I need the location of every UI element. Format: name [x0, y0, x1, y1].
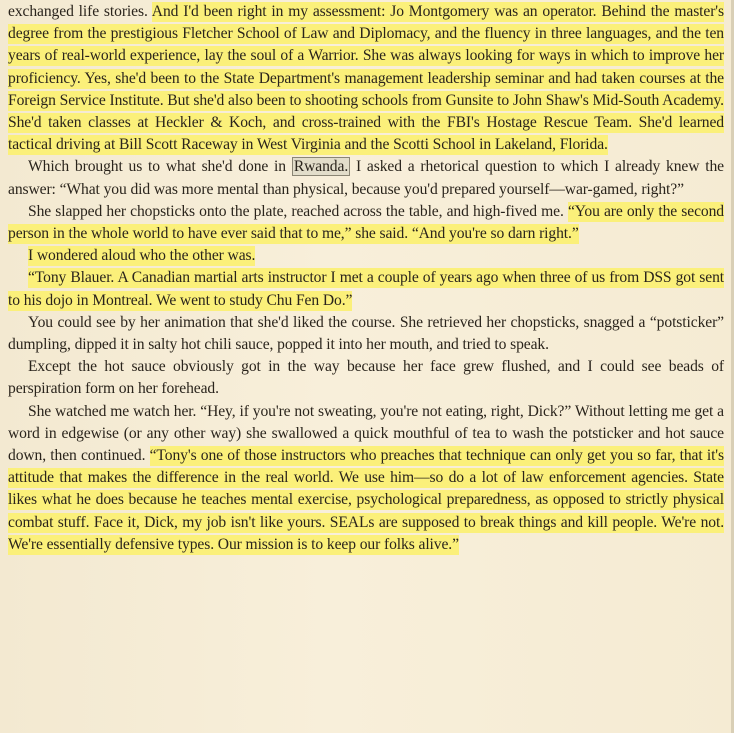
text-segment: exchanged life stories.: [8, 3, 152, 20]
text-segment: Except the hot sauce obviously got in the way because her face grew flushed, and I could see beads of perspiration form on her forehead.: [8, 358, 724, 398]
paragraph-3: [8, 201, 724, 245]
highlighted-text[interactable]: “You are only the second person in the whole world to have ever said that to me,” she said. “And you're so darn right.”: [8, 202, 724, 243]
paragraph-1: [8, 1, 724, 156]
paragraph-7: [8, 356, 724, 400]
text-segment: You could see by her animation that she'd liked the course. She retrieved her chopsticks, snagged a “potsticker” dumpling, dipped it in salty hot chili sauce, popped it into her mouth, and tried to speak.: [8, 313, 724, 354]
paragraph-2: [8, 156, 724, 200]
paragraph-5: [8, 267, 724, 311]
text-segment: She slapped her chopsticks onto the plate, reached across the table, and high-fived me.: [28, 202, 568, 220]
paragraph-6: [8, 312, 724, 356]
highlighted-text[interactable]: I wondered aloud who the other was.: [28, 247, 256, 265]
text-segment: I asked a rhetorical question to which I already knew the answer: “What you did was more mental than physical, because you'd prepared yourself—war-gamed, right?”: [8, 158, 724, 198]
text-segment: She watched me watch her. “Hey, if you're not sweating, you're not eating, right, Dick?” Without letting me get a word in edgewise (or any other way) she swallowed a quick mouthful of tea to wash the potsticker and hot sauce down, then continued.: [8, 402, 724, 465]
highlighted-text[interactable]: “Tony's one of those instructors who preaches that technique can only get you so far, that it's attitude that makes the difference in the real world. We use him—so do a lot of law enforcement agencies. State likes what he does because he teaches mental exercise, psychological preparedness, as opposed to strictly physical combat stuff. Face it, Dick, my job isn't like yours. SEALs are supposed to break things and kill people. We're not. We're essentially defensive types. Our mission is to keep our folks alive.”: [8, 447, 724, 553]
paragraph-4: [8, 245, 724, 267]
selected-word-rwanda[interactable]: Rwanda.: [293, 158, 349, 176]
highlighted-text[interactable]: And I'd been right in my assessment: Jo Montgomery was an operator. Behind the master's degree from the prestigious Fletcher School of Law and Diplomacy, and the fluency in three languages, and the ten years of real-world experience, lay the soul of a Warrior. She was always looking for ways in which to improve her proficiency. Yes, she'd been to the State Department's management leadership seminar and had taken courses at the Foreign Service Institute. But she'd also been to shooting schools from Gunsite to John Shaw's Mid-South Academy. She'd taken classes at Heckler & Koch, and cross-trained with the FBI's Hostage Rescue Team. She'd learned tactical driving at Bill Scott Raceway in West Virginia and the Scotti School in Lakeland, Florida.: [8, 3, 724, 154]
highlighted-text[interactable]: “Tony Blauer. A Canadian martial arts instructor I met a couple of years ago when three of us from DSS got sent to his dojo in Montreal. We went to study Chu Fen Do.”: [8, 269, 724, 309]
paragraph-8: [8, 401, 724, 556]
text-segment: Which brought us to what she'd done in: [28, 158, 292, 176]
